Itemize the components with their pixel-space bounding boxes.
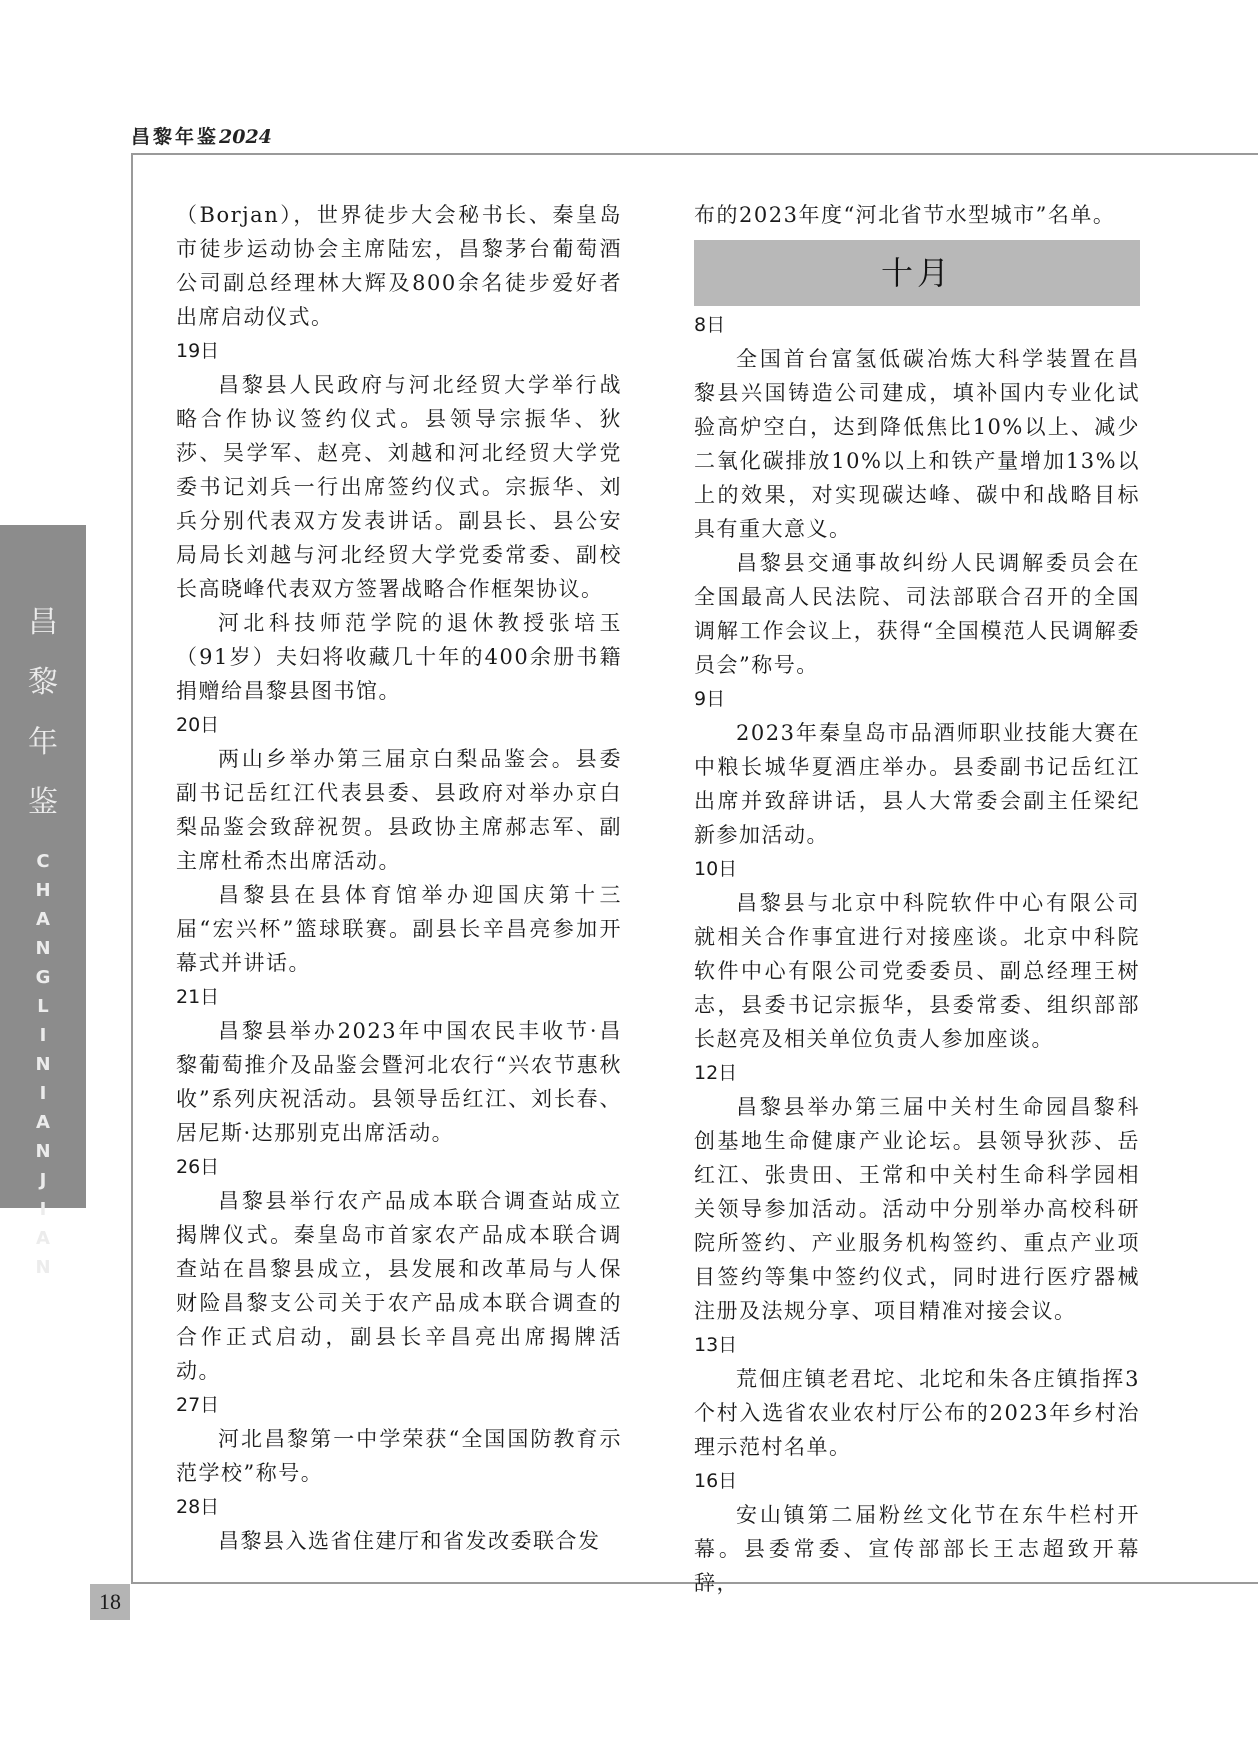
paragraph: 昌黎县在县体育馆举办迎国庆第十三届“宏兴杯”篮球联赛。副县长辛昌亮参加开幕式并讲话。 [176, 883, 622, 975]
side-tab-letter: G [35, 967, 51, 988]
date-heading: 13日 [694, 1334, 738, 1356]
side-tab-letter: A [36, 909, 50, 930]
side-tab-chinese-title [0, 593, 86, 833]
side-tab-char: 年 [28, 725, 58, 760]
date-heading: 19日 [176, 340, 220, 362]
date-heading: 28日 [176, 1496, 220, 1518]
side-tab-letter: N [35, 938, 51, 959]
date-heading: 12日 [694, 1062, 738, 1084]
paragraph: （Borjan），世界徒步大会秘书长、秦皇岛市徒步运动协会主席陆宏，昌黎茅台葡萄酒公司副总经理林大辉及800余名徒步爱好者出席启动仪式。 [176, 203, 622, 329]
date-heading: 10日 [694, 858, 738, 880]
side-tab-char: 昌 [28, 605, 58, 640]
paragraph: 两山乡举办第三届京白梨品鉴会。县委副书记岳红江代表县委、县政府对举办京白梨品鉴会致辞祝贺。县政协主席郝志军、副主席杜希杰出席活动。 [176, 747, 622, 873]
side-tab-letter: H [35, 880, 51, 901]
side-tab-letter: L [37, 996, 49, 1017]
date-heading: 26日 [176, 1156, 220, 1178]
page-number: 18 [90, 1584, 130, 1620]
yearbook-title: 昌黎年鉴 [131, 126, 220, 148]
date-heading: 9日 [694, 688, 726, 710]
paragraph: 安山镇第二届粉丝文化节在东牛栏村开幕。县委常委、宣传部部长王志超致开幕辞， [694, 1503, 1140, 1595]
frame-left-rule [131, 153, 133, 1583]
paragraph: 河北科技师范学院的退休教授张培玉（91岁）夫妇将收藏几十年的400余册书籍捐赠给昌黎县图书馆。 [176, 611, 622, 703]
paragraph: 昌黎县人民政府与河北经贸大学举行战略合作协议签约仪式。县领导宗振华、狄莎、吴学军、赵亮、刘越和河北经贸大学党委书记刘兵一行出席签约仪式。宗振华、刘兵分别代表双方发表讲话。副县长、县公安局局长刘越与河北经贸大学党委常委、副校长高晓峰代表双方签署战略合作框架协议。 [176, 373, 622, 601]
paragraph: 昌黎县交通事故纠纷人民调解委员会在全国最高人民法院、司法部联合召开的全国调解工作会议上，获得“全国模范人民调解委员会”称号。 [694, 551, 1140, 677]
frame-top-rule [131, 153, 1258, 155]
running-header [131, 122, 272, 149]
side-tab-letter: N [35, 1257, 51, 1278]
side-tab-letter: N [35, 1054, 51, 1075]
yearbook-year: 2024 [219, 126, 272, 148]
date-heading: 8日 [694, 314, 726, 336]
side-tab-letter: A [36, 1228, 50, 1249]
left-column [176, 198, 622, 1558]
date-heading: 27日 [176, 1394, 220, 1416]
side-tab-letter: I [39, 1199, 47, 1220]
side-tab-letter: J [39, 1170, 47, 1191]
paragraph: 布的2023年度“河北省节水型城市”名单。 [694, 203, 1116, 227]
paragraph: 全国首台富氢低碳冶炼大科学装置在昌黎县兴国铸造公司建成，填补国内专业化试验高炉空白，达到降低焦比10%以上、减少二氧化碳排放10%以上和铁产量增加13%以上的效果，对实现碳达峰、碳中和战略目标具有重大意义。 [694, 347, 1140, 541]
paragraph: 昌黎县入选省住建厅和省发改委联合发 [218, 1529, 601, 1553]
side-tab-letter: C [36, 851, 50, 872]
side-tab-letter: A [36, 1112, 50, 1133]
side-tab [0, 525, 86, 1278]
side-tab-letter: I [39, 1025, 47, 1046]
month-banner: 十月 [694, 240, 1140, 306]
date-heading: 20日 [176, 714, 220, 736]
paragraph: 昌黎县举办第三届中关村生命园昌黎科创基地生命健康产业论坛。县领导狄莎、岳红江、张贵田、王常和中关村生命科学园相关领导参加活动。活动中分别举办高校科研院所签约、产业服务机构签约、重点产业项目签约等集中签约仪式，同时进行医疗器械注册及法规分享、项目精准对接会议。 [694, 1095, 1140, 1323]
paragraph: 昌黎县与北京中科院软件中心有限公司就相关合作事宜进行对接座谈。北京中科院软件中心有限公司党委委员、副总经理王树志，县委书记宗振华，县委常委、组织部部长赵亮及相关单位负责人参加座谈。 [694, 891, 1140, 1051]
right-column [694, 198, 1140, 1600]
side-tab-char: 鉴 [28, 785, 58, 820]
paragraph: 河北昌黎第一中学荣获“全国国防教育示范学校”称号。 [176, 1427, 622, 1485]
paragraph: 昌黎县举行农产品成本联合调查站成立揭牌仪式。秦皇岛市首家农产品成本联合调查站在昌黎县成立，县发展和改革局与人保财险昌黎支公司关于农产品成本联合调查的合作正式启动，副县长辛昌亮出席揭牌活动。 [176, 1189, 622, 1383]
date-heading: 21日 [176, 986, 220, 1008]
paragraph: 昌黎县举办2023年中国农民丰收节·昌黎葡萄推介及品鉴会暨河北农行“兴农节惠秋收”系列庆祝活动。县领导岳红江、刘长春、居尼斯·达那别克出席活动。 [176, 1019, 622, 1145]
paragraph: 2023年秦皇岛市品酒师职业技能大赛在中粮长城华夏酒庄举办。县委副书记岳红江出席并致辞讲话，县人大常委会副主任梁纪新参加活动。 [694, 721, 1140, 847]
paragraph: 荒佃庄镇老君坨、北坨和朱各庄镇指挥3个村入选省农业农村厅公布的2023年乡村治理示范村名单。 [694, 1367, 1140, 1459]
side-tab-char: 黎 [28, 665, 58, 700]
side-tab-letter: N [35, 1141, 51, 1162]
date-heading: 16日 [694, 1470, 738, 1492]
side-tab-letter: I [39, 1083, 47, 1104]
side-tab-pinyin [0, 847, 86, 1282]
